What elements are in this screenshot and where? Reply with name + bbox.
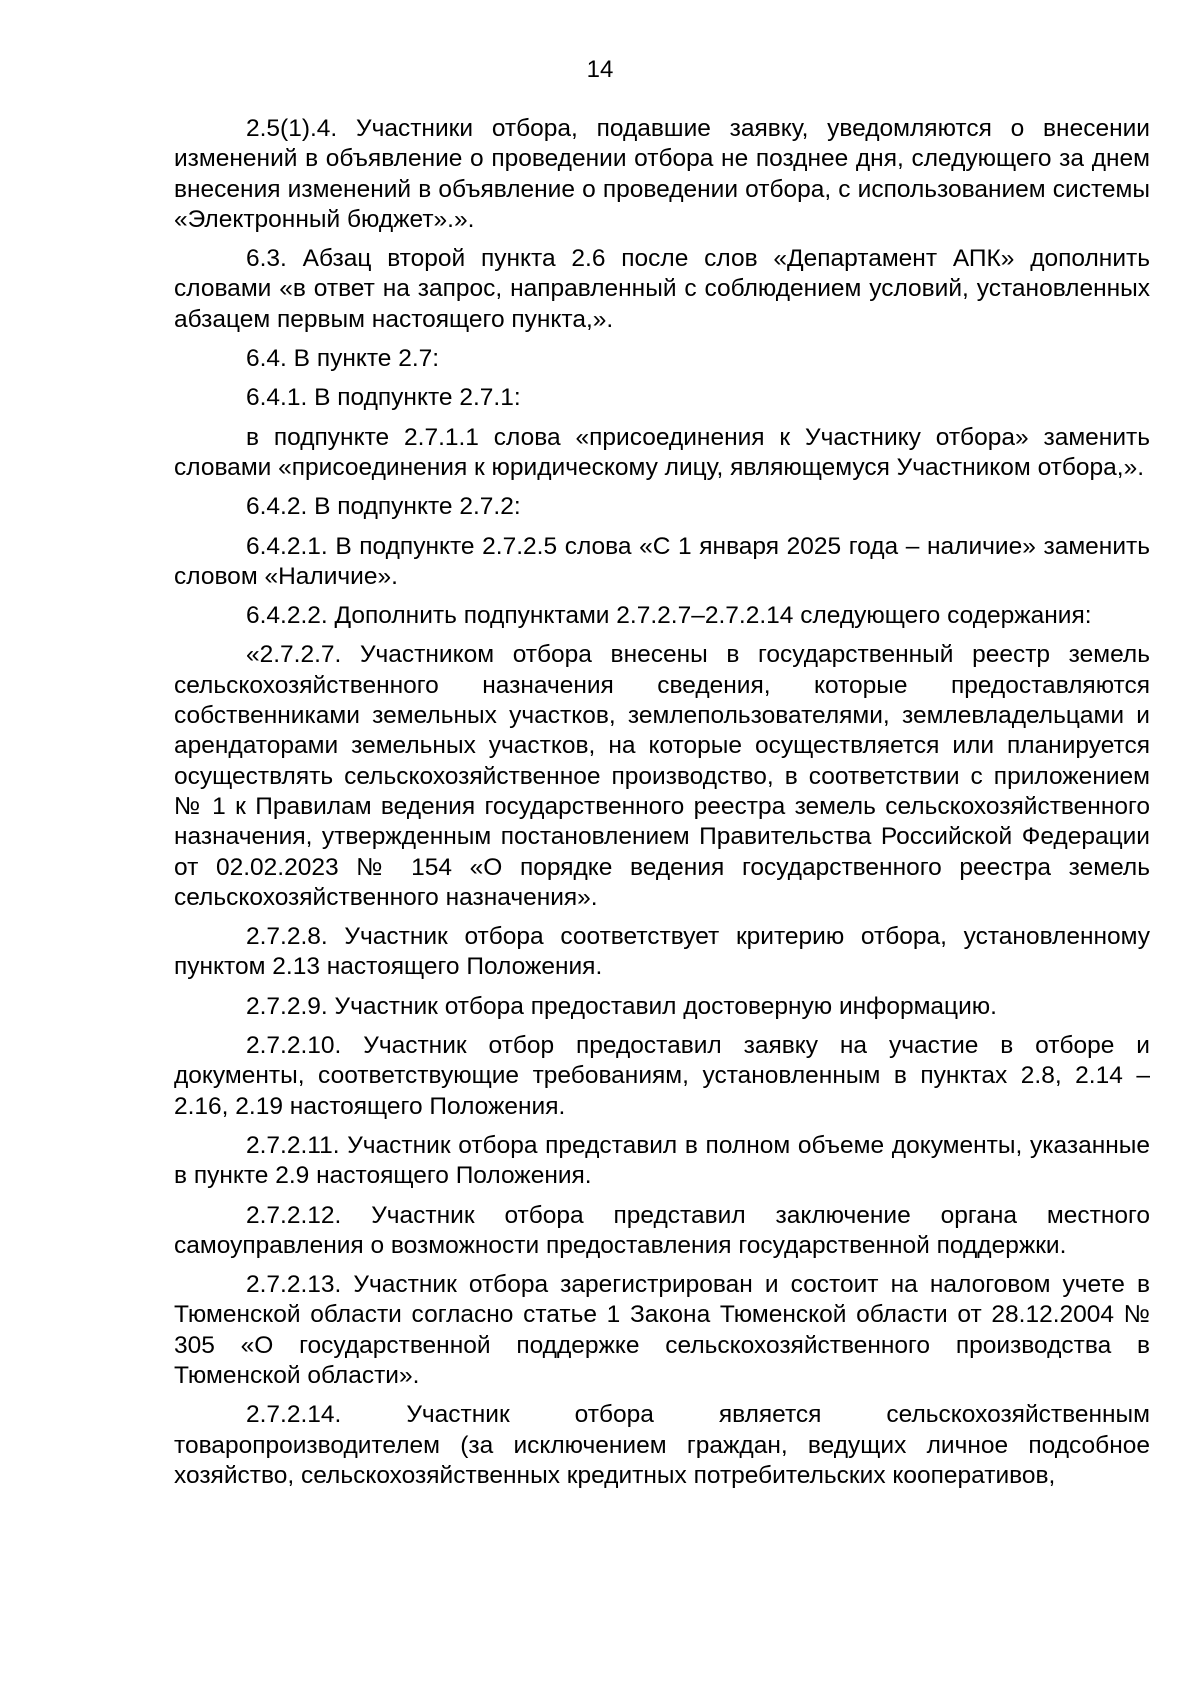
document-body [174,114,1150,1500]
paragraph-6-4-1: 6.4.1. В подпункте 2.7.1: [246,384,521,412]
paragraph-6-4-1-text: в подпункте 2.7.1.1 слова «присоединения к Участнику отбора» заменить словами «присоединения к юридическому лицу, являющемуся Участником отбора,». [174,423,1150,481]
paragraph-6-4-2-1: 6.4.2.1. В подпункте 2.7.2.5 слова «С 1 января 2025 года – наличие» заменить словом «Наличие». [174,532,1150,590]
paragraph-2-5-1-4: 2.5(1).4. Участники отбора, подавшие заявку, уведомляются о внесении изменений в объявление о проведении отбора не позднее дня, следующего за днем внесения изменений в объявление о проведении отбора, с использованием системы «Электронный бюджет».». [174,115,1150,233]
paragraph-2-7-2-9: 2.7.2.9. Участник отбора предоставил достоверную информацию. [246,992,997,1020]
paragraph-6-4: 6.4. В пункте 2.7: [246,345,440,373]
paragraph-2-7-2-8: 2.7.2.8. Участник отбора соответствует критерию отбора, установленному пунктом 2.13 настоящего Положения. [174,923,1150,981]
paragraph-2-7-2-10: 2.7.2.10. Участник отбор предоставил заявку на участие в отборе и документы, соответствующие требованиям, установленным в пунктах 2.8, 2.14 –2.16, 2.19 настоящего Положения. [174,1032,1150,1120]
paragraph-2-7-2-11: 2.7.2.11. Участник отбора представил в полном объеме документы, указанные в пункте 2.9 настоящего Положения. [174,1131,1150,1190]
paragraph-2-7-2-14: 2.7.2.14. Участник отбора является сельскохозяйственным товаропроизводителем (за исключением граждан, ведущих личное подсобное хозяйство, сельскохозяйственных кредитных потребительских кооперативов, [174,1401,1150,1489]
paragraph-6-4-2-2: 6.4.2.2. Дополнить подпунктами 2.7.2.7–2.7.2.14 следующего содержания: [246,602,1092,630]
paragraph-2-7-2-13: 2.7.2.13. Участник отбора зарегистрирован и состоит на налоговом учете в Тюменской области согласно статье 1 Закона Тюменской области от 28.12.2004 № 305 «О государственной поддержке сельскохозяйственного производства в Тюменской области». [174,1271,1150,1389]
paragraph-6-3: 6.3. Абзац второй пункта 2.6 после слов «Департамент АПК» дополнить словами «в ответ на запрос, направленный с соблюдением условий, установленных абзацем первым настоящего пункта,». [174,245,1150,333]
paragraph-2-7-2-7: «2.7.2.7. Участником отбора внесены в государственный реестр земель сельскохозяйственного назначения сведения, которые предоставляются собственниками земельных участков, землепользователями, землевладельцами и арендаторами земельных участков, на которые осуществляется или планируется осуществлять сельскохозяйственное производство, в соответствии с приложением № 1 к Правилам ведения государственного реестра земель сельскохозяйственного назначения, утвержденным постановлением Правительства Российской Федерации от 02.02.2023 № 154 «О порядке ведения государственного реестра земель сельскохозяйственного назначения». [174,641,1150,911]
paragraph-6-4-2: 6.4.2. В подпункте 2.7.2: [246,493,521,521]
paragraph-2-7-2-12: 2.7.2.12. Участник отбора представил заключение органа местного самоуправления о возможности предоставления государственной поддержки. [174,1201,1150,1259]
page-number: 14 [586,56,614,83]
